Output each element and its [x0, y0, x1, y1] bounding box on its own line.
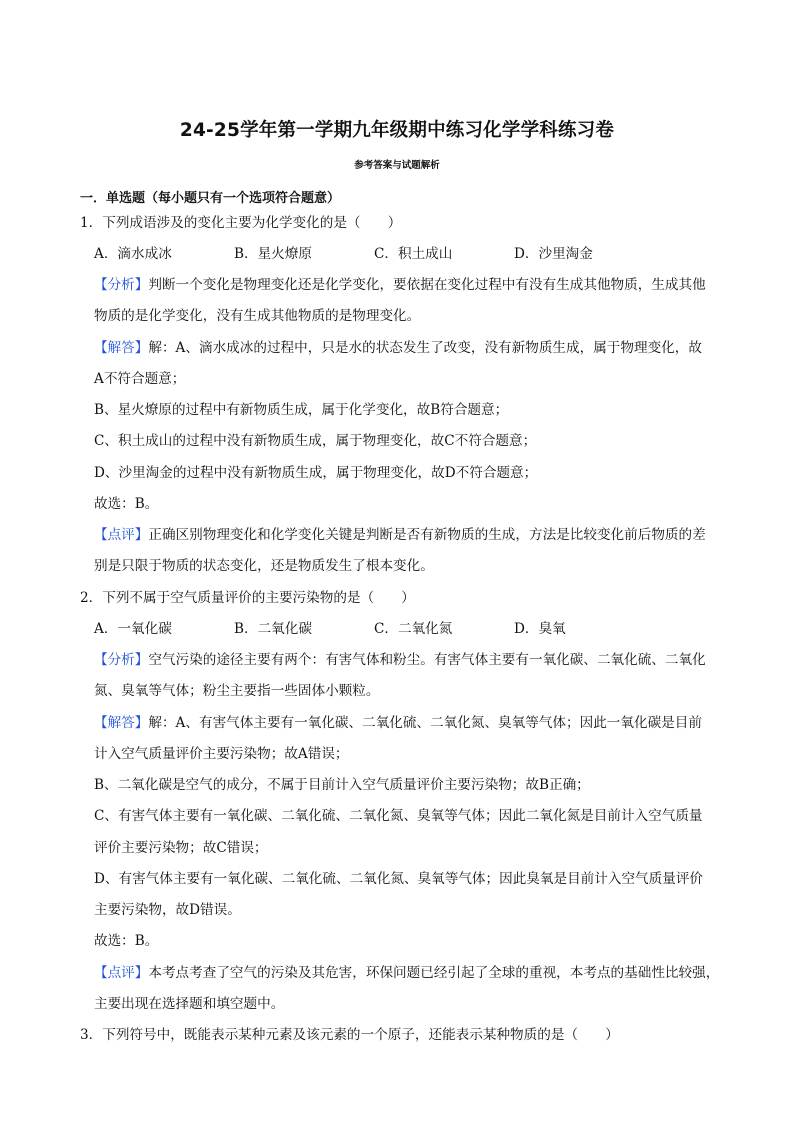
section-heading: 一．单选题（每小题只有一个选项符合题意） [80, 191, 341, 206]
q2-answer-line: C、有害气体主要有一氧化碳、二氧化硫、二氧化氮、臭氧等气体；因此二氧化氮是目前计入空气质量 [94, 808, 703, 824]
q1-analysis-line: 【分析】判断一个变化是物理变化还是化学变化，要依据在变化过程中有没有生成其他物质，生成其他 [94, 277, 706, 293]
option-b: B．二氧化碳 [234, 621, 312, 637]
q1-answer-line: C、积土成山的过程中没有新物质生成，属于物理变化，故C不符合题意； [94, 433, 537, 449]
q2-analysis-line: 氮、臭氧等气体；粉尘主要指一些固体小颗粒。 [94, 683, 380, 699]
q1-comment-line: 别是只限于物质的状态变化，还是物质发生了根本变化。 [94, 558, 434, 574]
q2-analysis-line: 【分析】空气污染的途径主要有两个：有害气体和粉尘。有害气体主要有一氧化碳、二氧化硫、二氧化 [94, 652, 706, 668]
option-b: B．星火燎原 [234, 246, 312, 262]
question-1-stem: 1．下列成语涉及的变化主要为化学变化的是（ ） [80, 215, 402, 231]
q1-answer-line: 故选：B。 [94, 496, 159, 512]
analysis-tag: 【分析】 [94, 652, 149, 668]
q2-answer-line: B、二氧化碳是空气的成分，不属于目前计入空气质量评价主要污染物；故B正确； [94, 777, 590, 793]
q1-answer-line: B、星火燎原的过程中有新物质生成，属于化学变化，故B符合题意； [94, 402, 509, 418]
q2-answer-line: 主要污染物，故D错误。 [94, 902, 241, 918]
q2-comment-line: 主要出现在选择题和填空题中。 [94, 996, 285, 1012]
q2-answer-line: 故选：B。 [94, 933, 159, 949]
answer-tag: 【解答】 [94, 715, 149, 731]
q2-answer-line: 计入空气质量评价主要污染物；故A错误； [94, 746, 349, 762]
q1-answer-line: A不符合题意； [94, 371, 186, 387]
option-c: C．积土成山 [374, 246, 453, 262]
option-d: D．沙里淘金 [514, 246, 593, 262]
q1-analysis-line: 物质的是化学变化，没有生成其他物质的是物理变化。 [94, 308, 421, 324]
option-d: D．臭氧 [514, 621, 566, 637]
question-2-stem: 2．下列不属于空气质量评价的主要污染物的是（ ） [80, 590, 415, 606]
option-a: A．滴水成冰 [94, 246, 172, 262]
page-subtitle: 参考答案与试题解析 [354, 160, 440, 171]
page-title: 24-25学年第一学期九年级期中练习化学学科练习卷 [179, 120, 615, 141]
comment-tag: 【点评】 [94, 965, 149, 981]
question-3-stem: 3．下列符号中，既能表示某种元素及该元素的一个原子，还能表示某种物质的是（ ） [80, 1027, 619, 1043]
q2-answer-line: 评价主要污染物；故C错误； [94, 840, 268, 856]
option-a: A．一氧化碳 [94, 621, 172, 637]
analysis-tag: 【分析】 [94, 277, 149, 293]
q1-comment-line: 【点评】正确区别物理变化和化学变化关键是判断是否有新物质的生成，方法是比较变化前后物质的差 [94, 527, 706, 543]
comment-tag: 【点评】 [94, 527, 149, 543]
q1-answer-line: D、沙里淘金的过程中没有新物质生成，属于物理变化，故D不符合题意； [94, 465, 538, 481]
q2-comment-line: 【点评】本考点考查了空气的污染及其危害，环保问题已经引起了全球的重视，本考点的基础性比较强， [94, 965, 720, 981]
answer-tag: 【解答】 [94, 340, 149, 356]
q2-answer-line: D、有害气体主要有一氧化碳、二氧化硫、二氧化氮、臭氧等气体；因此臭氧是目前计入空气质量评价 [94, 871, 704, 887]
question-2-options [94, 620, 654, 638]
option-c: C．二氧化氮 [374, 621, 453, 637]
q2-answer-line: 【解答】解：A、有害气体主要有一氧化碳、二氧化硫、二氧化氮、臭氧等气体；因此一氧化碳是目前 [94, 715, 702, 731]
q1-answer-line: 【解答】解：A、滴水成冰的过程中，只是水的状态发生了改变，没有新物质生成，属于物理变化，故 [94, 340, 702, 356]
question-1-options [94, 245, 654, 263]
